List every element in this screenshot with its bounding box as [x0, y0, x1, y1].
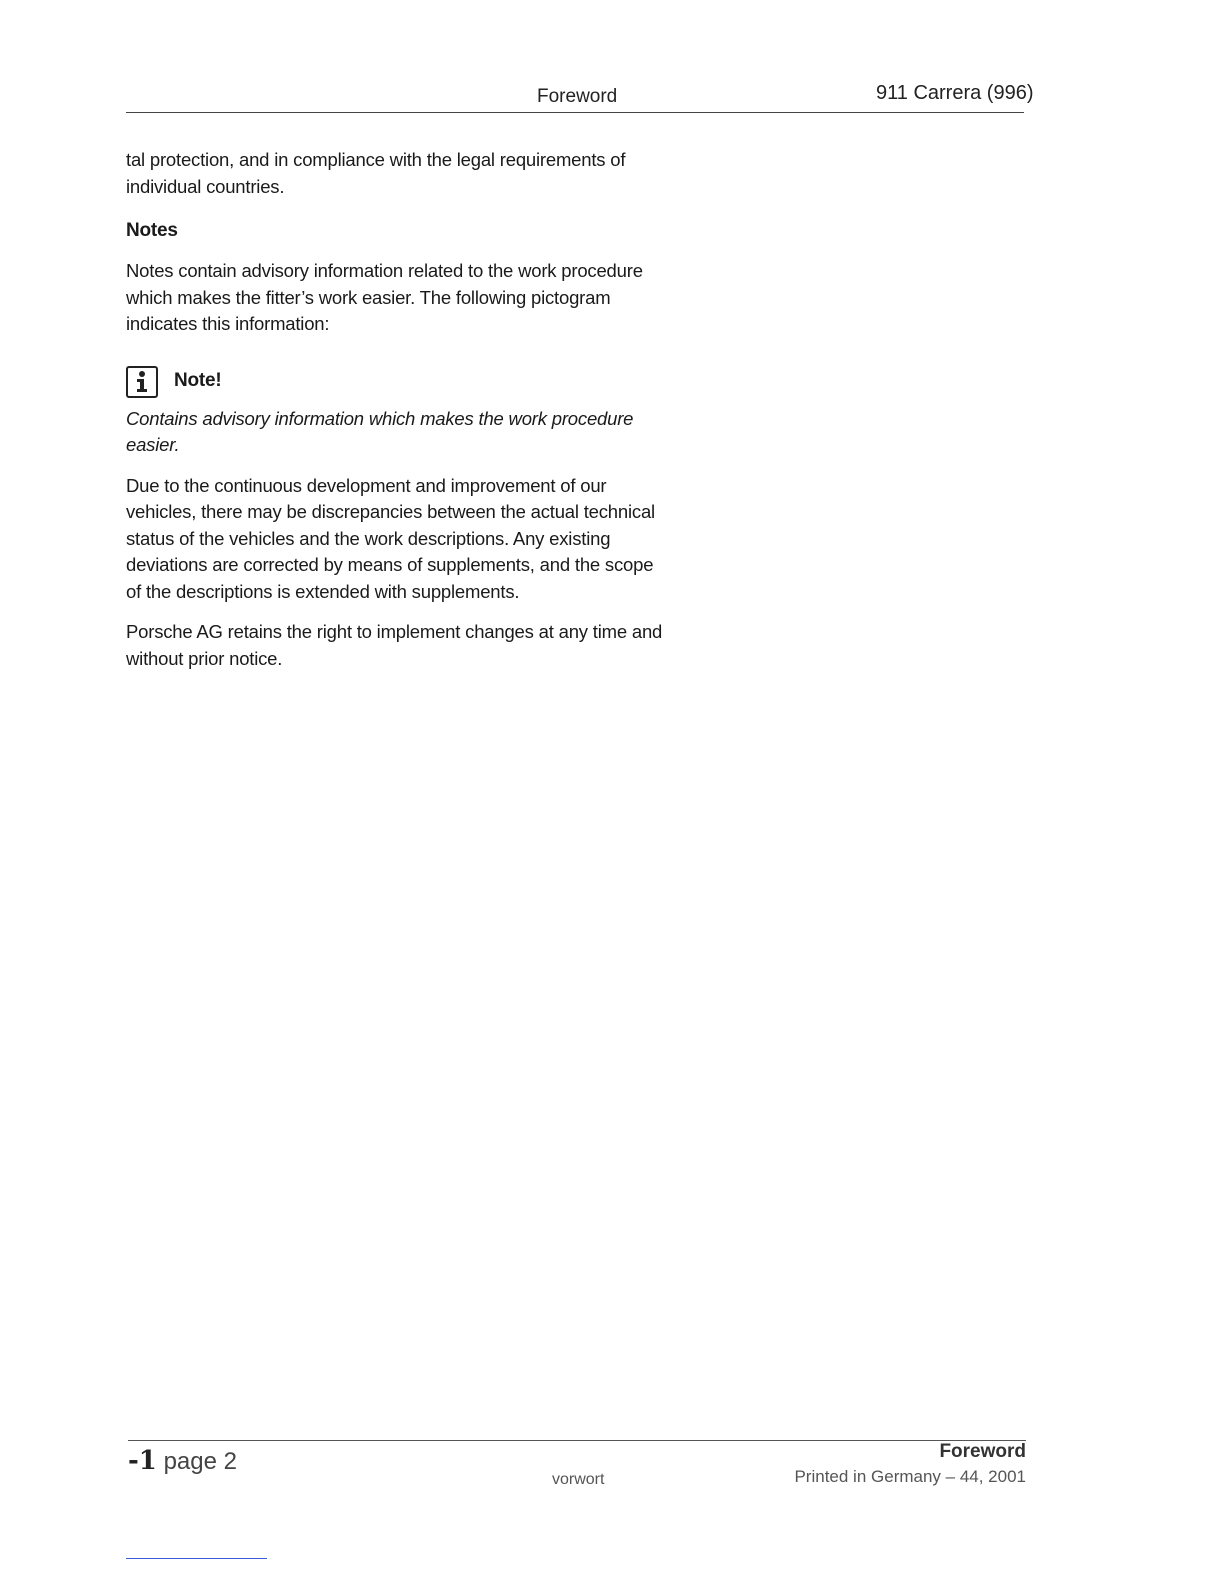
- note-callout-header: [126, 364, 666, 400]
- paragraph-rights: Porsche AG retains the right to implement changes at any time and without prior notice.: [126, 621, 663, 669]
- footer-print-info: Printed in Germany – 44, 2001: [794, 1467, 1026, 1486]
- footer-section-title: Foreword: [939, 1441, 1026, 1462]
- paragraph-continuation: tal protection, and in compliance with the legal requirements of individual countries.: [126, 149, 626, 197]
- page-number-prefix: -1: [128, 1446, 157, 1476]
- header-model-title: 911 Carrera (996): [876, 82, 1034, 104]
- paragraph-development: Due to the continuous development and improvement of our vehicles, there may be discrepancies between the actual technical status of the vehicles and the work descriptions. Any existing deviations are corrected by means of supplements, and the scope of the descriptions is extended with supplements.: [126, 474, 655, 602]
- footer-divider: [128, 1440, 1026, 1441]
- notes-heading: Notes: [126, 220, 178, 241]
- info-icon: [126, 366, 158, 398]
- note-title: Note!: [174, 370, 222, 392]
- header-divider: [126, 112, 1024, 113]
- main-text-column: [126, 147, 666, 686]
- header-section-title: Foreword: [537, 86, 618, 107]
- note-text: Contains advisory information which makes the work procedure easier.: [126, 407, 634, 455]
- notes-paragraph: Notes contain advisory information related to the work procedure which makes the fitter’s work easier. The following pictogram indicates this information:: [126, 260, 643, 334]
- footer-page-number: [128, 1446, 237, 1476]
- bottom-link-underline[interactable]: [126, 1558, 267, 1559]
- footer-center-label: vorwort: [552, 1471, 605, 1488]
- page-label: page 2: [163, 1448, 237, 1475]
